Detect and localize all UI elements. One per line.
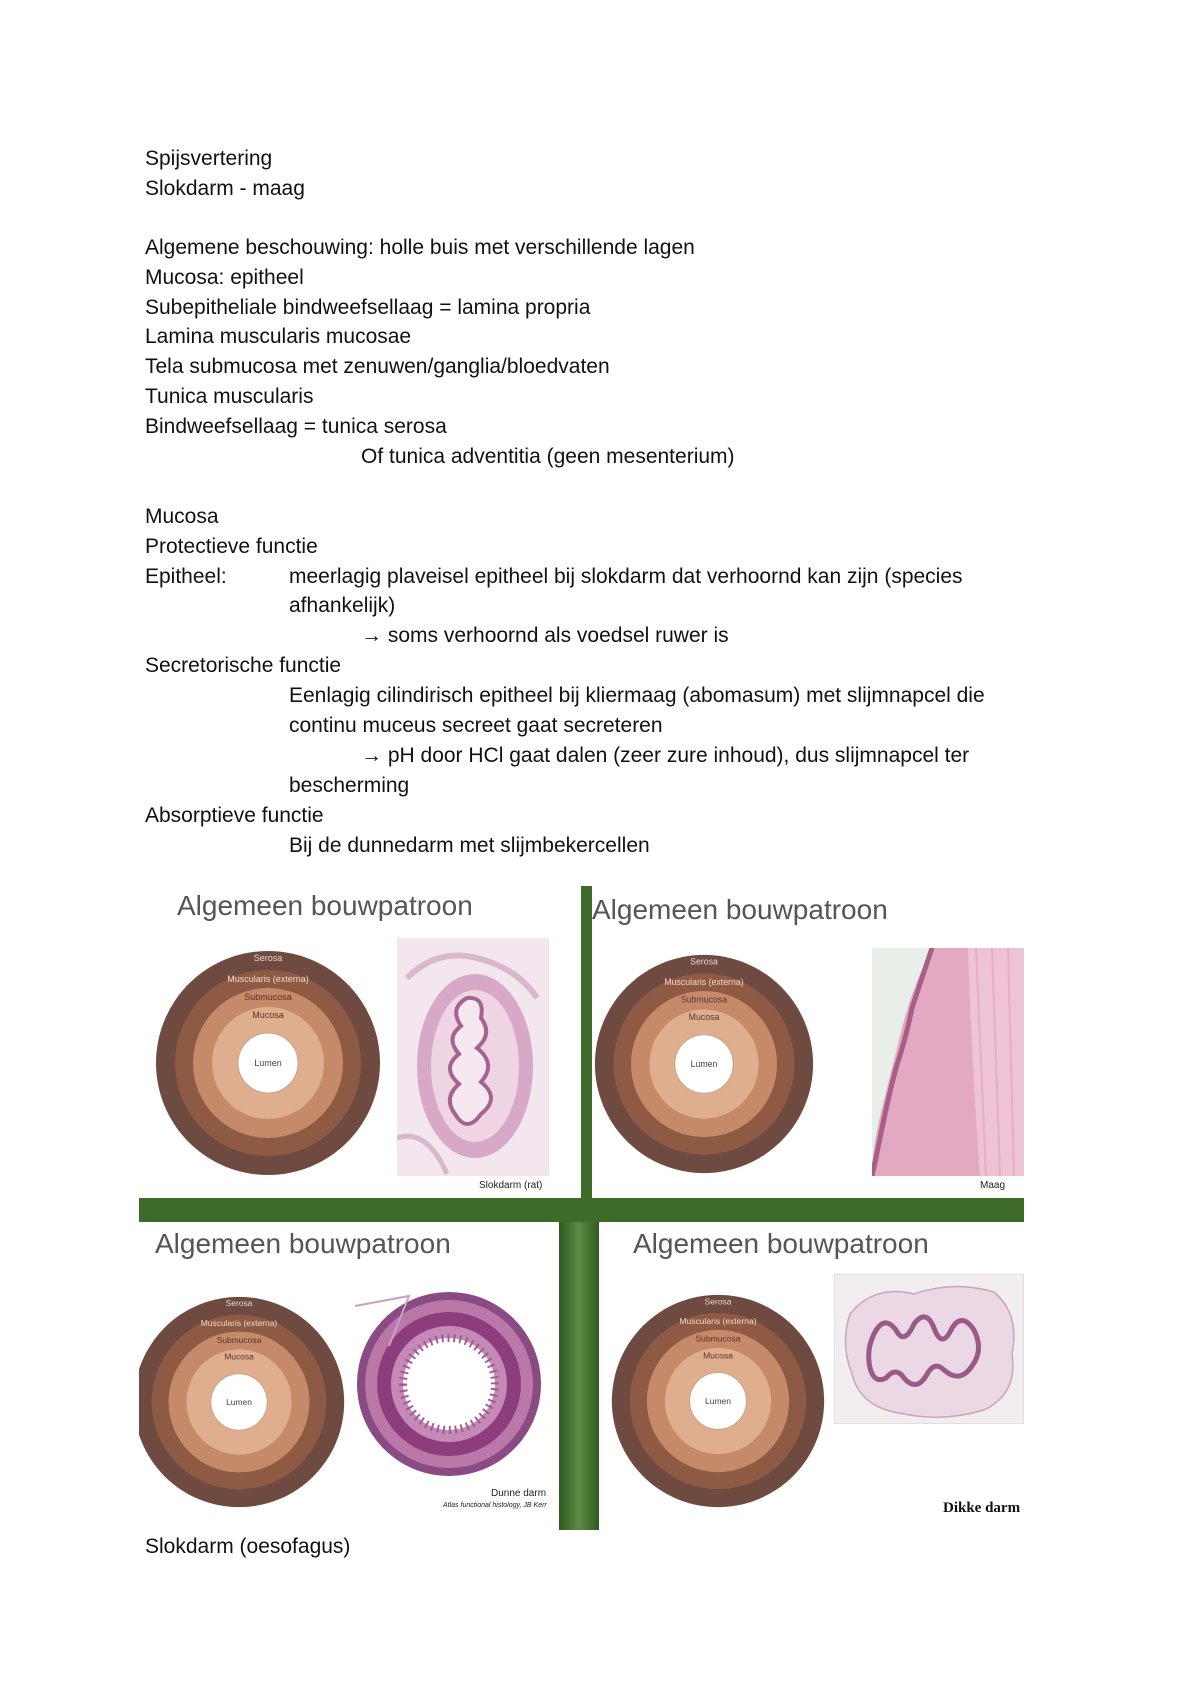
body-line: meerlagig plaveisel epitheel bij slokdarm dat verhoornd kan zijn (species bbox=[289, 565, 963, 588]
panel-divider-vertical bbox=[559, 1222, 599, 1530]
body-line: Bij de dunnedarm met slijmbekercellen bbox=[289, 834, 650, 857]
serosa-label: Serosa bbox=[225, 1298, 253, 1309]
layer-line: Bindweefsellaag = tunica serosa bbox=[145, 415, 447, 438]
section-heading: Slokdarm (oesofagus) bbox=[145, 1535, 351, 1558]
body-line: continu muceus secreet gaat secreteren bbox=[289, 714, 663, 737]
panel-maag bbox=[592, 886, 1024, 1198]
histology-image-maag bbox=[872, 948, 1024, 1176]
histology-image-dikke-darm bbox=[834, 1274, 1024, 1424]
panel-title: Algemeen bouwpatroon bbox=[633, 1228, 929, 1259]
document-title: Spijsvertering bbox=[145, 147, 273, 170]
submucosa-label: Submucosa bbox=[680, 994, 728, 1005]
mucosa-label: Mucosa bbox=[224, 1351, 254, 1362]
muscularis-label: Muscularis (externa) bbox=[679, 1316, 757, 1327]
panel-divider-vertical bbox=[581, 886, 592, 1198]
arrow-line: → pH door HCl gaat dalen (zeer zure inhoud), dus slijmnapcel ter bbox=[361, 744, 970, 767]
lumen-label: Lumen bbox=[226, 1396, 252, 1407]
mucosa-label: Mucosa bbox=[252, 1010, 284, 1020]
panel-caption: Dunne darm bbox=[491, 1488, 547, 1499]
function-heading: Protectieve functie bbox=[145, 535, 318, 558]
body-line: Eenlagig cilindirisch epitheel bij kliermaag (abomasum) met slijmnapcel die bbox=[289, 684, 985, 707]
image-source: Atlas functional histology, JB Kerr bbox=[443, 1502, 547, 1509]
layer-diagram bbox=[609, 1292, 827, 1510]
muscularis-label: Muscularis (externa) bbox=[227, 974, 309, 984]
panel-caption: Slokdarm (rat) bbox=[479, 1180, 543, 1191]
panel-title: Algemeen bouwpatroon bbox=[155, 1228, 451, 1259]
layer-line: Mucosa: epitheel bbox=[145, 266, 304, 289]
lumen-label: Lumen bbox=[690, 1058, 718, 1069]
layer-alt-line: Of tunica adventitia (geen mesenterium) bbox=[361, 445, 735, 468]
layer-line: Lamina muscularis mucosae bbox=[145, 325, 412, 348]
layer-line: Tela submucosa met zenuwen/ganglia/bloedvaten bbox=[145, 355, 610, 378]
layer-line: Subepitheliale bindweefsellaag = lamina propria bbox=[145, 296, 591, 319]
arrow-line: → soms verhoornd als voedsel ruwer is bbox=[361, 624, 729, 647]
submucosa-label: Submucosa bbox=[216, 1334, 262, 1345]
panel-slokdarm bbox=[139, 886, 581, 1198]
serosa-label: Serosa bbox=[690, 956, 718, 967]
mucosa-heading: Mucosa bbox=[145, 505, 219, 528]
serosa-label: Serosa bbox=[253, 953, 283, 963]
muscularis-label: Muscularis (externa) bbox=[200, 1317, 278, 1328]
intro-line: Algemene beschouwing: holle buis met verschillende lagen bbox=[145, 236, 695, 259]
layer-diagram bbox=[153, 948, 383, 1178]
body-line: bescherming bbox=[289, 774, 410, 797]
serosa-label: Serosa bbox=[704, 1296, 732, 1307]
panel-title: Algemeen bouwpatroon bbox=[592, 894, 888, 925]
panel-divider-horizontal bbox=[139, 1198, 1024, 1222]
histology-image-dunne-darm bbox=[349, 1286, 545, 1482]
epitheel-label: Epitheel: bbox=[145, 565, 227, 588]
muscularis-label: Muscularis (externa) bbox=[664, 977, 744, 988]
mucosa-label: Mucosa bbox=[703, 1350, 733, 1361]
submucosa-label: Submucosa bbox=[244, 992, 292, 1002]
layer-line: Tunica muscularis bbox=[145, 385, 314, 408]
submucosa-label: Submucosa bbox=[695, 1333, 741, 1344]
panel-dunne-darm bbox=[139, 1222, 559, 1530]
panel-title: Algemeen bouwpatroon bbox=[177, 890, 473, 921]
panel-dikke-darm bbox=[599, 1222, 1024, 1522]
function-heading: Absorptieve functie bbox=[145, 804, 324, 827]
panel-caption: Maag bbox=[980, 1180, 1006, 1191]
layer-diagram bbox=[592, 952, 816, 1176]
function-heading: Secretorische functie bbox=[145, 654, 342, 677]
histology-image-slokdarm bbox=[397, 938, 549, 1176]
lumen-label: Lumen bbox=[704, 1395, 732, 1406]
layer-diagram bbox=[139, 1294, 347, 1510]
bouwpatroon-figure bbox=[139, 886, 1024, 1530]
body-line: afhankelijk) bbox=[289, 594, 396, 617]
mucosa-label: Mucosa bbox=[688, 1012, 720, 1023]
document-subtitle: Slokdarm - maag bbox=[145, 177, 305, 200]
panel-caption: Dikke darm bbox=[943, 1500, 1021, 1516]
lumen-label: Lumen bbox=[254, 1058, 282, 1068]
